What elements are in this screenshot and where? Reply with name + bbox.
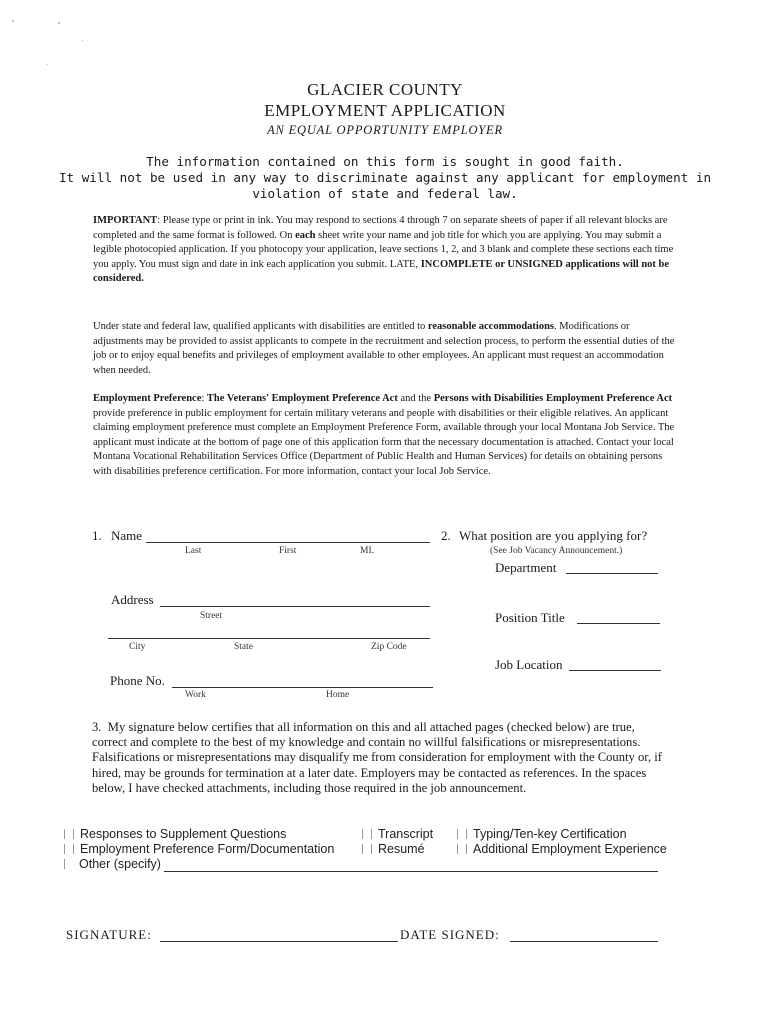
date-input-line[interactable]: [510, 941, 658, 942]
certification-paragraph: [92, 720, 667, 796]
checkbox-icon: [457, 829, 467, 839]
last-caption: Last: [185, 546, 202, 556]
phone-input-line[interactable]: [172, 687, 433, 688]
position-question: What position are you applying for?: [459, 528, 648, 543]
job-location-input-line[interactable]: [569, 670, 661, 671]
accommodation-text-2: . Modifications or adjustments may be provided to assist applicants to compete in the recruitment and selection process, to perform the essential duties of the job or to enjoy equal benefits and privileges of employment available to other employees. An applicant must request an accommodation when needed.: [93, 321, 675, 376]
position-title-input-line[interactable]: [577, 623, 660, 624]
disabilities-act: Persons with Disabilities Employment Preference Act: [433, 393, 673, 404]
home-caption: Home: [326, 690, 350, 700]
other-label: Other (specify): [79, 857, 161, 871]
accommodation-paragraph: [93, 320, 677, 378]
preference-text: provide preference in public employment for certain military veterans and people with disabilities or their eligible relatives. An applicant claiming employment preference must complete an Employment Preference Form, available through your local Montana Job Service. The applicant must indicate at the bottom of page one of this application form that the necessary documentation is attached. Contact your local Montana Vocational Rehabilitation Services Office (Department of Public Health and Human Services) for details on obtaining persons with disabilities preference certification. For more information, contact your local Job Service.: [93, 407, 675, 477]
scan-speck: [12, 20, 14, 22]
street-caption: Street: [200, 611, 223, 621]
typing-label: Typing/Ten-key Certification: [473, 827, 627, 841]
checkbox-typing[interactable]: [457, 827, 627, 841]
good-faith-line3: violation of state and federal law.: [252, 186, 518, 201]
checkbox-icon: [362, 829, 372, 839]
phone-label: Phone No.: [110, 673, 165, 688]
checkbox-transcript[interactable]: [362, 827, 433, 841]
resume-label: Resumé: [378, 842, 425, 856]
checkbox-icon: [457, 844, 467, 854]
zip-caption: Zip Code: [371, 642, 407, 652]
scan-speck: [47, 64, 48, 65]
checkbox-additional[interactable]: [457, 842, 667, 856]
date-signed-label: DATE SIGNED:: [400, 927, 500, 942]
important-each: each: [295, 229, 316, 241]
preference-and: and the: [397, 393, 434, 404]
form-title: EMPLOYMENT APPLICATION: [264, 101, 506, 120]
preference-label: Employment Preference: [93, 393, 202, 404]
other-input-line[interactable]: [164, 871, 658, 872]
checkbox-preference-form[interactable]: [64, 842, 334, 856]
position-title-label: Position Title: [495, 610, 565, 625]
checkbox-icon: [64, 829, 74, 839]
address-label: Address: [111, 592, 154, 607]
accommodation-text: Under state and federal law, qualified applicants with disabilities are entitled to: [93, 321, 428, 332]
preference-form-label: Employment Preference Form/Documentation: [80, 842, 335, 856]
scan-speck: [82, 40, 83, 41]
important-label: IMPORTANT: [93, 215, 158, 226]
checkbox-resume[interactable]: [362, 842, 425, 856]
checkbox-supplement[interactable]: [64, 827, 286, 841]
department-label: Department: [495, 560, 557, 575]
section-2-number: 2.: [441, 528, 451, 543]
state-caption: State: [234, 642, 253, 652]
supplement-label: Responses to Supplement Questions: [80, 827, 287, 841]
good-faith-line1: The information contained on this form is sought in good faith.: [146, 154, 624, 169]
certification-text: My signature below certifies that all information on this and all attached pages (checked below) are true, correct and complete to the best of my knowledge and contain no willful falsifications or misrepresentations. Falsifications or misrepresentations may disqualify me from consideration for employment with the County or, if hired, may be grounds for termination at a later date. Employers may be contacted as references. In the spaces below, I have checked attachments, including those required in the job announcement.: [92, 720, 662, 795]
department-input-line[interactable]: [566, 573, 658, 574]
veterans-act: The Veterans' Employment Preference Act: [206, 393, 398, 404]
section-3-number: 3.: [92, 720, 102, 734]
important-text: : Please type or print in ink. You may respond to sections 4 through 7 on separate sheets of paper if all relevant blocks are completed and the same format is followed. On: [93, 215, 668, 241]
city-caption: City: [129, 642, 146, 652]
county-title: GLACIER COUNTY: [307, 80, 463, 99]
checkbox-other[interactable]: [64, 857, 161, 871]
transcript-label: Transcript: [378, 827, 434, 841]
section-1-number: 1.: [92, 528, 102, 543]
mi-caption: MI.: [360, 546, 374, 556]
checkbox-icon: [64, 844, 74, 854]
preference-colon: :: [201, 393, 207, 404]
checkbox-icon: [64, 859, 73, 869]
preference-paragraph: [93, 392, 677, 480]
vacancy-note: (See Job Vacancy Announcement.): [490, 546, 623, 556]
important-warning: INCOMPLETE or UNSIGNED applications will not be considered.: [93, 258, 670, 285]
work-caption: Work: [185, 690, 206, 700]
job-location-label: Job Location: [495, 657, 563, 672]
street-input-line[interactable]: [160, 606, 430, 607]
name-input-line[interactable]: [146, 542, 430, 543]
signature-label: SIGNATURE:: [66, 927, 152, 942]
signature-input-line[interactable]: [160, 941, 398, 942]
first-caption: First: [279, 546, 297, 556]
name-label: Name: [111, 528, 143, 543]
important-text-2: sheet write your name and job title for which you are applying. You may submit a legible photocopied application. If you photocopy your application, leave sections 1, 2, and 3 blank and complete these sections each time you apply. You must sign and date in ink each application you submit. LATE,: [93, 229, 674, 270]
checkbox-icon: [362, 844, 372, 854]
scan-speck: [58, 22, 60, 24]
eoe-subtitle: AN EQUAL OPPORTUNITY EMPLOYER: [267, 123, 503, 137]
important-paragraph: [93, 214, 677, 287]
accommodation-bold: reasonable accommodations: [427, 321, 555, 332]
additional-label: Additional Employment Experience: [473, 842, 667, 856]
good-faith-line2: It will not be used in any way to discriminate against any applicant for employment in: [58, 170, 712, 185]
city-state-zip-input-line[interactable]: [108, 638, 430, 639]
